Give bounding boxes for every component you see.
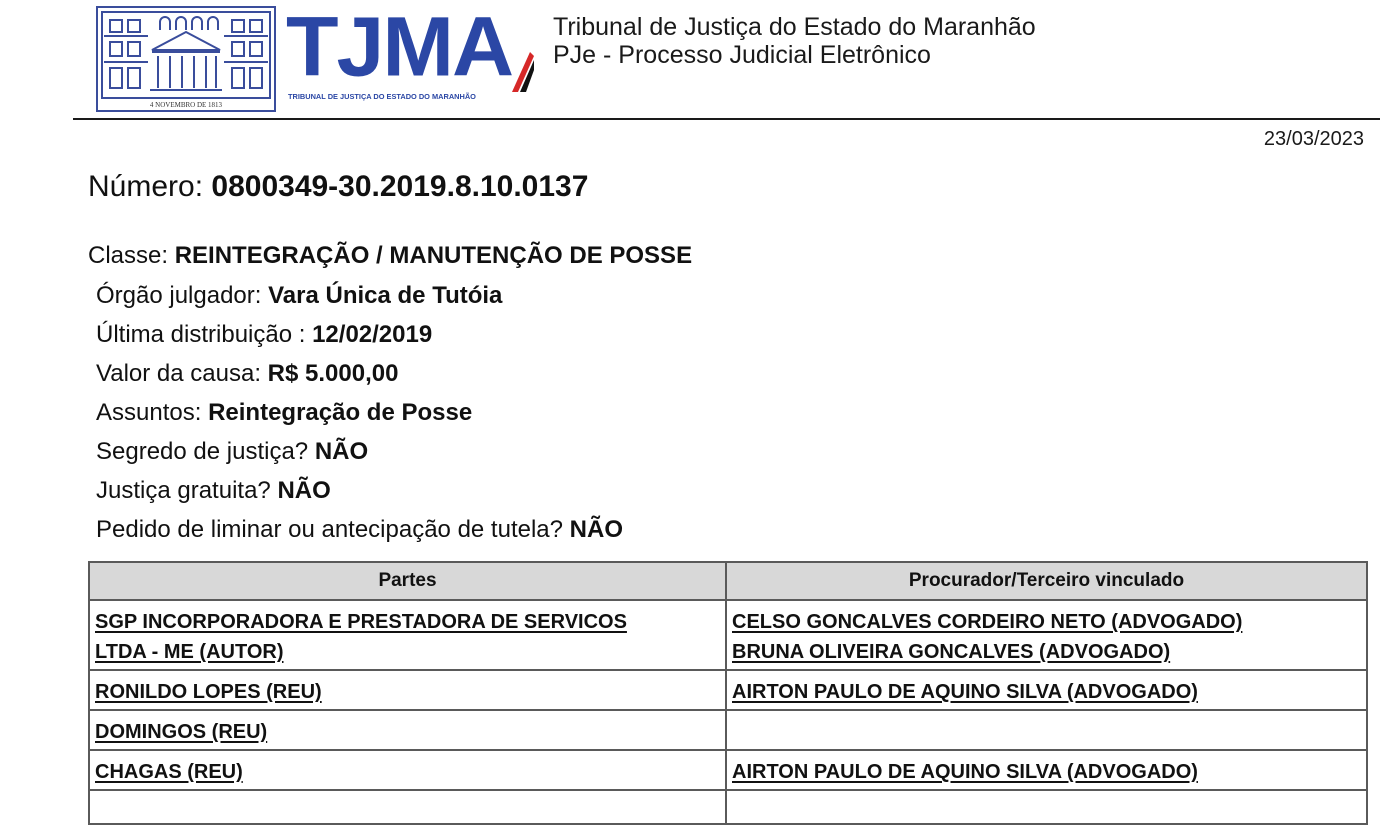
table-row xyxy=(89,710,1367,750)
palace-building-icon xyxy=(98,8,274,110)
tjma-logo xyxy=(286,0,540,102)
field-label: Segredo de justiça? xyxy=(96,438,309,465)
field-justica-gratuita xyxy=(96,477,331,505)
attorney-cell xyxy=(726,750,1367,790)
attorney-name-line: AIRTON PAULO DE AQUINO SILVA (ADVOGADO) xyxy=(732,681,1198,703)
column-header-partes: Partes xyxy=(89,562,726,600)
flag-stripes-icon xyxy=(508,48,534,92)
attorney-cell xyxy=(726,670,1367,710)
field-label: Assuntos: xyxy=(96,399,202,426)
table-row xyxy=(89,750,1367,790)
field-pedido-liminar xyxy=(96,516,623,544)
court-seal-logo xyxy=(96,6,276,112)
field-value: Reintegração de Posse xyxy=(208,399,473,426)
party-name-line: RONILDO LOPES (REU) xyxy=(95,681,322,703)
field-classe xyxy=(88,242,692,270)
attorney-name-line: AIRTON PAULO DE AQUINO SILVA (ADVOGADO) xyxy=(732,761,1198,783)
header-titles xyxy=(553,13,1036,69)
parties-table xyxy=(88,561,1368,825)
court-name: Tribunal de Justiça do Estado do Maranhão xyxy=(553,13,1036,41)
table-row xyxy=(89,600,1367,670)
party-cell xyxy=(89,750,726,790)
seal-caption: 4 NOVEMBRO DE 1813 xyxy=(149,101,223,109)
party-cell xyxy=(89,600,726,670)
document-header xyxy=(0,0,1400,120)
field-label: Última distribuição : xyxy=(96,321,306,348)
party-cell xyxy=(89,710,726,750)
field-value: NÃO xyxy=(314,438,369,465)
field-value: NÃO xyxy=(277,477,331,504)
field-orgao-julgador xyxy=(96,282,502,310)
field-assuntos xyxy=(96,399,472,427)
header-divider xyxy=(73,118,1380,120)
system-name: PJe - Processo Judicial Eletrônico xyxy=(553,41,931,69)
attorney-cell xyxy=(726,710,1367,750)
party-cell xyxy=(89,790,726,824)
party-name-line: SGP INCORPORADORA E PRESTADORA DE SERVICOS xyxy=(95,611,627,633)
field-valor-causa xyxy=(96,360,398,388)
field-value: NÃO xyxy=(569,516,624,543)
process-number-value: 0800349-30.2019.8.10.0137 xyxy=(211,170,589,203)
field-segredo-justica xyxy=(96,438,368,466)
attorney-cell xyxy=(726,600,1367,670)
field-value: 12/02/2019 xyxy=(312,321,433,348)
tjma-logo-text: TJMA xyxy=(286,0,513,95)
field-label: Pedido de liminar ou antecipação de tutela? xyxy=(96,516,563,543)
process-number xyxy=(88,170,588,204)
party-name-line: DOMINGOS (REU) xyxy=(95,721,268,743)
party-name-line: CHAGAS (REU) xyxy=(95,761,243,783)
column-header-procurador: Procurador/Terceiro vinculado xyxy=(726,562,1367,600)
table-header-row xyxy=(89,562,1367,600)
tjma-logo-subtitle: TRIBUNAL DE JUSTIÇA DO ESTADO DO MARANHÃO xyxy=(288,92,476,101)
field-value: Vara Única de Tutóia xyxy=(268,282,503,309)
field-label: Justiça gratuita? xyxy=(96,477,271,504)
table-row xyxy=(89,790,1367,824)
field-label: Órgão julgador: xyxy=(96,282,262,309)
field-label: Classe: xyxy=(88,242,169,269)
attorney-cell xyxy=(726,790,1367,824)
process-number-label: Número: xyxy=(88,170,204,203)
print-date: 23/03/2023 xyxy=(1263,128,1364,150)
attorney-name-line: CELSO GONCALVES CORDEIRO NETO (ADVOGADO) xyxy=(732,611,1243,633)
table-row xyxy=(89,670,1367,710)
attorney-name-line: BRUNA OLIVEIRA GONCALVES (ADVOGADO) xyxy=(732,641,1171,663)
party-cell xyxy=(89,670,726,710)
field-ultima-distribuicao xyxy=(96,321,432,349)
field-value: REINTEGRAÇÃO / MANUTENÇÃO DE POSSE xyxy=(174,242,693,269)
party-name-line: LTDA - ME (AUTOR) xyxy=(95,641,284,663)
field-value: R$ 5.000,00 xyxy=(267,360,399,387)
field-label: Valor da causa: xyxy=(96,360,261,387)
